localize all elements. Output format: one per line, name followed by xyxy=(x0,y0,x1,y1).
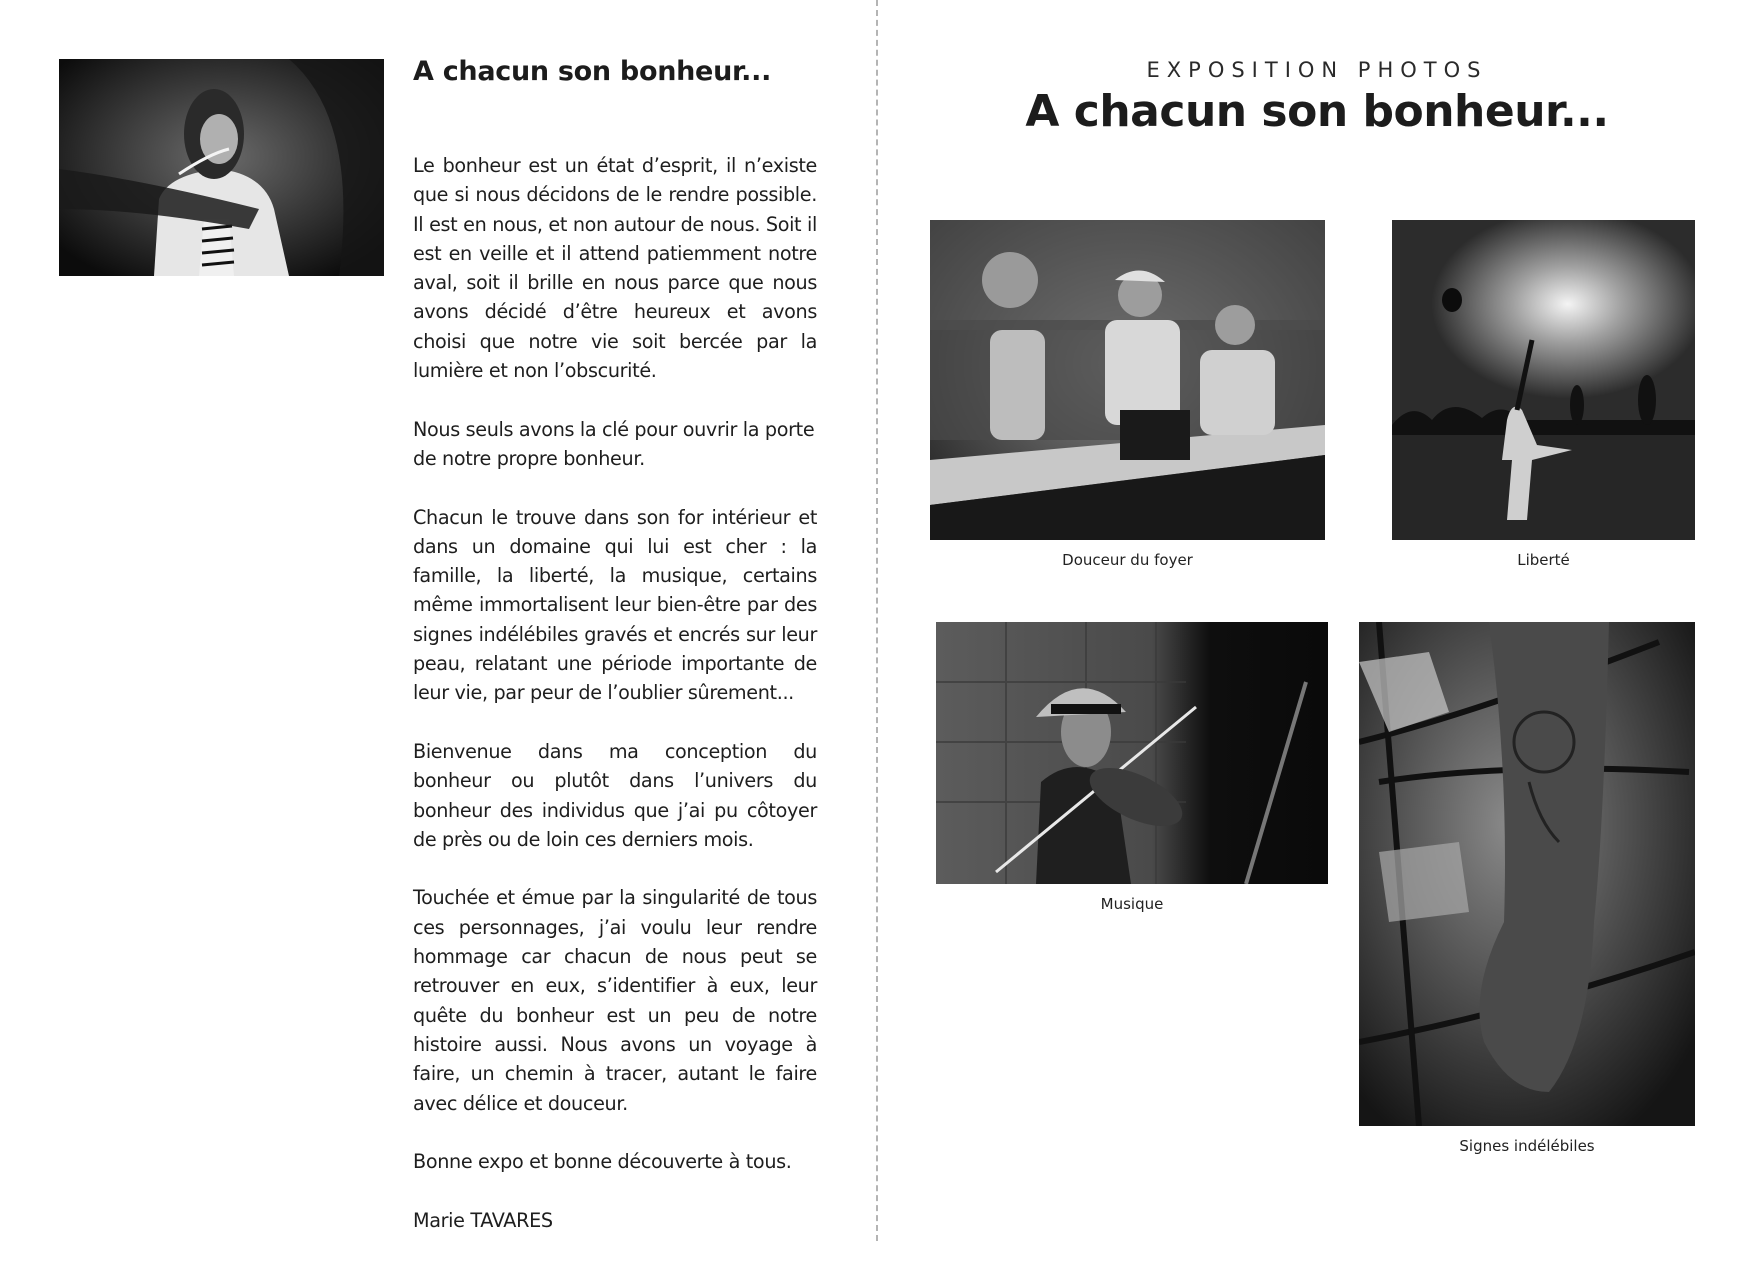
page-fold-divider xyxy=(876,0,878,1241)
author-signature: Marie TAVARES xyxy=(413,1208,553,1232)
caption-douceur-du-foyer: Douceur du foyer xyxy=(1062,551,1193,569)
paragraph-3: Chacun le trouve dans son for intérieur et dans un domaine qui lui est cher : la famille, la liberté, la musique, certains même immortalisent leur bien-être par des signes indélébiles gravés et encrés sur leur peau, relatant une période importante de leur vie, par peur de l’oublier sûrement... xyxy=(413,505,817,705)
portrait-photo xyxy=(59,59,384,276)
caption-liberte: Liberté xyxy=(1517,551,1570,569)
paragraph-5: Touchée et émue par la singularité de tous ces personnages, j’ai voulu leur rendre hommage car chacun de nous peut se retrouver en eux, s’identifier à eux, leur quête du bonheur est un peu de notre histoire aussi. Nous avons un voyage à faire, un chemin à tracer, autant le faire avec délice et douceur. xyxy=(413,886,817,1115)
caption-signes-indelebiles: Signes indélébiles xyxy=(1459,1137,1595,1155)
exhibition-title: A chacun son bonheur... xyxy=(1025,86,1609,137)
intro-heading: A chacun son bonheur... xyxy=(413,56,772,87)
paragraph-2: Nous seuls avons la clé pour ouvrir la porte de notre propre bonheur. xyxy=(413,417,815,470)
exhibition-kicker: EXPOSITION PHOTOS xyxy=(1146,58,1488,82)
intro-text xyxy=(413,151,817,1264)
caption-musique: Musique xyxy=(1100,895,1164,913)
closing-line: Bonne expo et bonne découverte à tous. xyxy=(413,1150,792,1174)
paragraph-1: Le bonheur est un état d’esprit, il n’existe que si nous décidons de le rendre possible. Il est en nous, et non autour de nous. Soit il est en veille et il attend patiemment notre aval, soit il brille en nous parce que nous avons décidé d’être heureux et avons choisi que notre vie soit bercée par la lumière et non l’obscurité. xyxy=(413,154,817,383)
photo-douceur-du-foyer xyxy=(930,220,1325,540)
photo-signes-indelebiles xyxy=(1359,622,1695,1126)
photo-musique xyxy=(936,622,1328,884)
photo-liberte xyxy=(1392,220,1695,540)
paragraph-4: Bienvenue dans ma conception du bonheur ou plutôt dans l’univers du bonheur des individus que j’ai pu côtoyer de près ou de loin ces derniers mois. xyxy=(413,739,817,851)
